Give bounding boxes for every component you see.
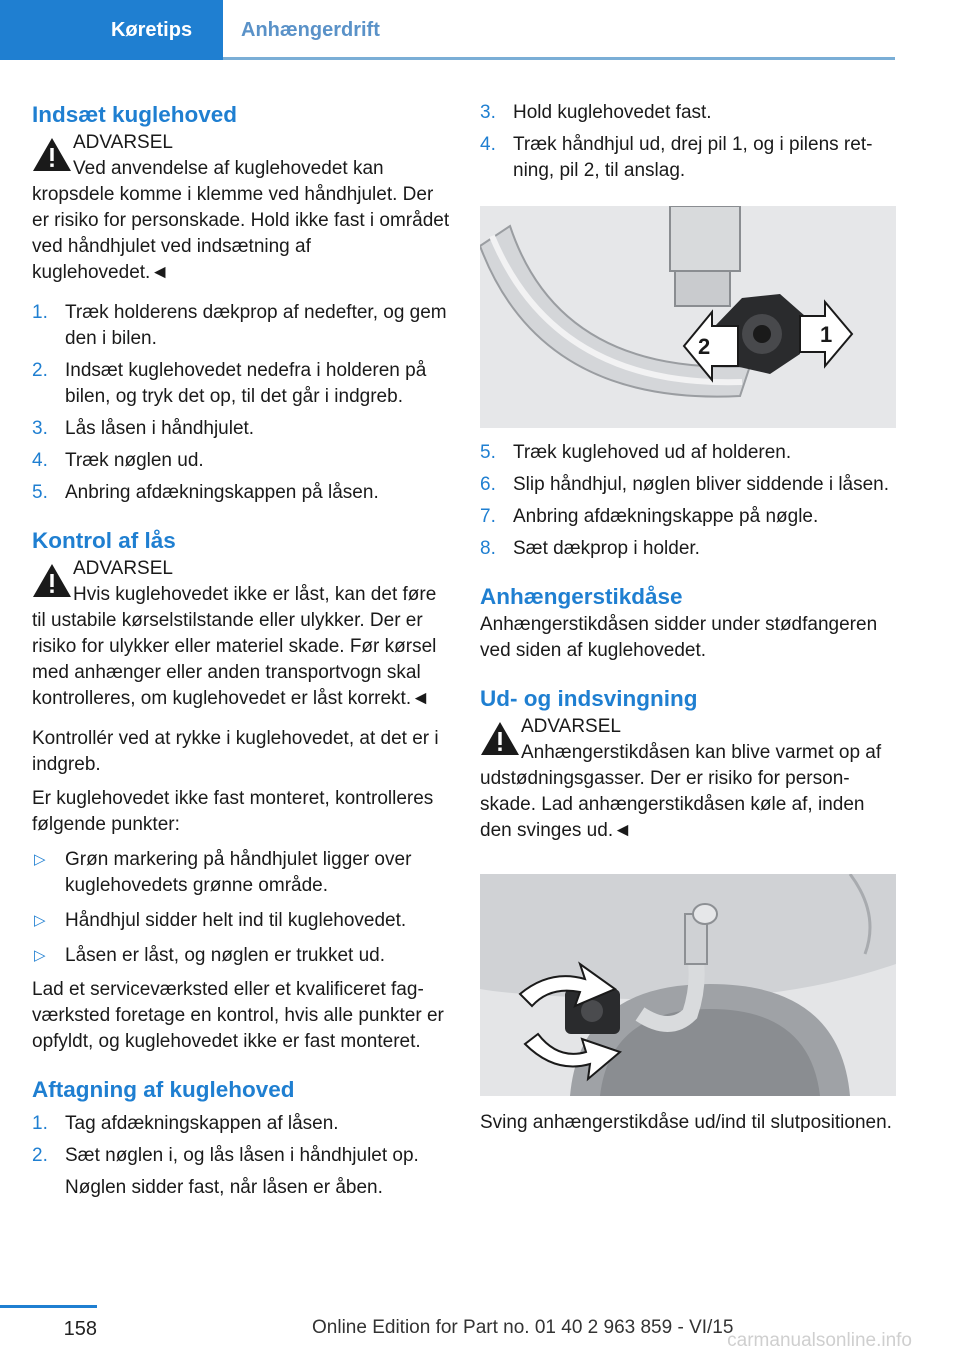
steps-remove-continued bbox=[480, 100, 896, 184]
section-title-aftagning: Aftagning af kuglehoved bbox=[32, 1077, 295, 1102]
edition-text: Online Edition for Part no. 01 40 2 963 859 - VI/15 bbox=[312, 1317, 734, 1338]
section-title-svingning: Ud- og indsvingning bbox=[480, 686, 698, 711]
section-title-stikdaase: Anhængerstikdåse bbox=[480, 584, 683, 609]
warning-block bbox=[32, 556, 450, 712]
warning-triangle-icon bbox=[32, 136, 72, 172]
warning-text: Ved anvendelse af kuglehovedet kan kropsdele komme i klemme ved håndhjulet. Der er risiko for personskade. Hold ikke fast i området ved håndhjulet ved indsætning af kuglehovedet.◄ bbox=[32, 158, 450, 283]
socket-illustration bbox=[480, 874, 896, 1096]
check-points-list bbox=[32, 847, 450, 969]
bullet-triangle-icon: ▷ bbox=[34, 947, 46, 964]
list-item: ▷ Håndhjul sidder helt ind til kuglehovedet. bbox=[32, 908, 450, 934]
page-number: 158 bbox=[63, 1318, 97, 1340]
paragraph: Er kuglehovedet ikke fast monteret, kontrolleres følgende punkter: bbox=[32, 788, 434, 835]
steps-remove bbox=[32, 1111, 450, 1169]
list-item: 8. Sæt dækprop i holder. bbox=[480, 538, 700, 559]
list-item: 4. Træk håndhjul ud, drej pil 1, og i pilens retning, pil 2, til anslag. bbox=[480, 134, 873, 181]
section-title-indsaet: Indsæt kuglehoved bbox=[32, 102, 238, 127]
header-tabs bbox=[0, 0, 895, 60]
list-item: 2. Indsæt kuglehovedet nedefra i holderen på bilen, og tryk det op, til det går i indgreb. bbox=[32, 360, 427, 407]
list-item: 1. Træk holderens dækprop af nedefter, og gem den i bilen. bbox=[32, 302, 447, 349]
list-item: 4. Træk nøglen ud. bbox=[32, 450, 204, 471]
section-title-kontrol: Kontrol af lås bbox=[32, 528, 176, 553]
list-item: 5. Anbring afdækningskappen på låsen. bbox=[32, 482, 379, 503]
list-item: 2. Sæt nøglen i, og lås låsen i håndhjulet op. bbox=[32, 1145, 419, 1166]
list-item: 5. Træk kuglehoved ud af holderen. bbox=[480, 442, 792, 463]
list-item: ▷ Låsen er låst, og nøglen er trukket ud. bbox=[32, 943, 450, 969]
left-column bbox=[32, 100, 450, 1201]
handwheel-illustration bbox=[480, 206, 896, 428]
list-item: 3. Hold kuglehovedet fast. bbox=[480, 102, 712, 123]
paragraph: Anhængerstikdåsen sidder under stødfangeren ved siden af kuglehovedet. bbox=[480, 614, 878, 661]
warning-label: ADVARSEL bbox=[73, 558, 173, 579]
list-item: 1. Tag afdækningskappen af låsen. bbox=[32, 1113, 339, 1134]
footer-rule bbox=[0, 1305, 97, 1308]
bullet-triangle-icon: ▷ bbox=[34, 851, 46, 868]
paragraph: Lad et serviceværksted eller et kvalificeret fagværksted foretage en kontrol, hvis alle punkter er opfyldt, og kuglehovedet ikke er fast monteret. bbox=[32, 979, 444, 1052]
warning-triangle-icon bbox=[480, 720, 520, 756]
figure-caption: Sving anhængerstikdåse ud/ind til slutpositionen. bbox=[480, 1112, 892, 1133]
list-item: 7. Anbring afdækningskappe på nøgle. bbox=[480, 506, 819, 527]
warning-triangle-icon bbox=[32, 562, 72, 598]
list-item: ▷ Grøn markering på håndhjulet ligger over kuglehovedets grønne område. bbox=[34, 849, 412, 896]
tab-anhaengerdrift[interactable]: Anhængerdrift bbox=[241, 18, 380, 41]
steps-insert bbox=[32, 300, 450, 506]
warning-block bbox=[32, 130, 450, 286]
tab-koretips[interactable]: Køretips bbox=[0, 0, 223, 60]
warning-text: Hvis kuglehovedet ikke er låst, kan det føre til ustabile kørselstilstande eller ulykker. Der er risiko for ulykker eller materiel skade. Før kørsel med anhænger eller anden transportvogn skal kontrolleres, om kuglehovedet er låst korrekt.◄ bbox=[32, 584, 437, 709]
list-item: 6. Slip håndhjul, nøglen bliver siddende i låsen. bbox=[480, 474, 890, 495]
watermark: carmanualsonline.info bbox=[727, 1330, 912, 1351]
list-item: 3. Lås låsen i håndhjulet. bbox=[32, 418, 255, 439]
step-note: Nøglen sidder fast, når låsen er åben. bbox=[65, 1177, 383, 1198]
header-rule bbox=[223, 57, 895, 60]
socket-drawing bbox=[480, 874, 896, 1096]
steps-finish bbox=[480, 440, 896, 562]
warning-block bbox=[480, 714, 896, 844]
bullet-triangle-icon: ▷ bbox=[34, 912, 46, 929]
warning-label: ADVARSEL bbox=[73, 132, 173, 153]
warning-text: Anhængerstikdåsen kan blive varmet op af udstødningsgasser. Der er risiko for personskade. Lad anhængerstikdåsen køle af, inden den svinges ud.◄ bbox=[480, 742, 882, 841]
arrow-label-1: 1 bbox=[820, 322, 833, 347]
warning-label: ADVARSEL bbox=[521, 716, 621, 737]
paragraph: Kontrollér ved at rykke i kuglehovedet, at det er i indgreb. bbox=[32, 728, 439, 775]
arrow-label-2: 2 bbox=[698, 334, 711, 359]
right-column bbox=[480, 100, 896, 1136]
handwheel-drawing bbox=[480, 206, 896, 428]
